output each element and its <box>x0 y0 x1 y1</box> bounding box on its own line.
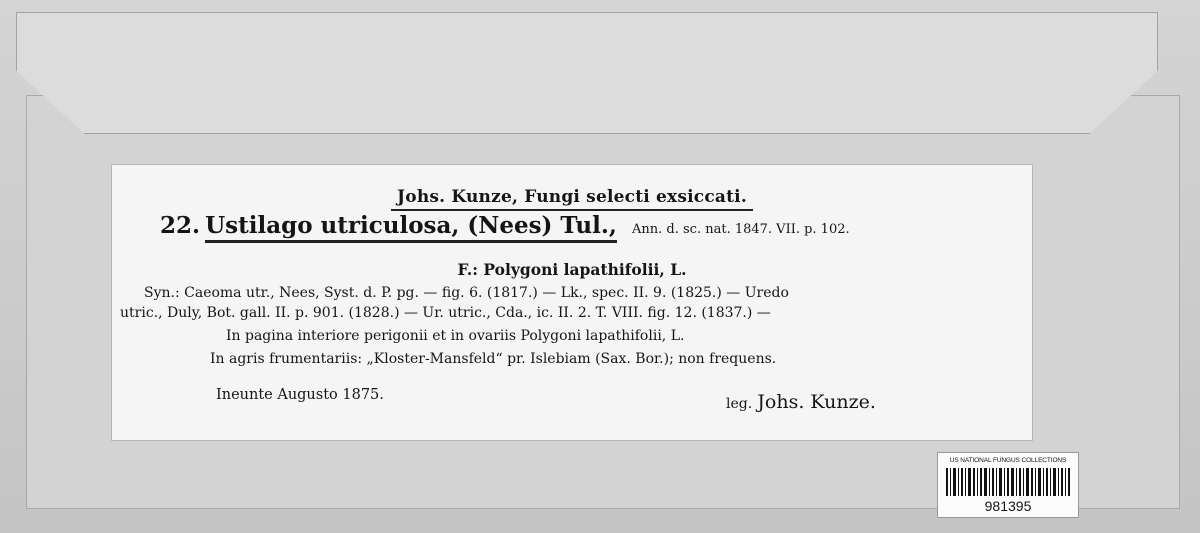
habitat-line-2: In agris frumentariis: „Kloster-Mansfeld“ pr. Islebiam (Sax. Bor.); non frequens. <box>210 351 777 367</box>
synonymy-line-1: Syn.: Caeoma utr., Nees, Syst. d. P. pg. — fig. 6. (1817.) — Lk., spec. II. 9. (1825.) — Uredo <box>144 285 789 301</box>
barcode-header: US NATIONAL FUNGUS COLLECTIONS <box>949 457 1067 464</box>
barcode-bars <box>946 468 1070 496</box>
collector-prefix: leg. <box>726 396 753 412</box>
habitat-line-1: In pagina interiore perigonii et in ovariis Polygoni lapathifolii, L. <box>226 328 685 344</box>
synonymy-line-2: utric., Duly, Bot. gall. II. p. 901. (1828.) — Ur. utric., Cda., ic. II. 2. T. VIII. fig. 12. (1837.) — <box>120 305 771 321</box>
title-row <box>160 212 850 239</box>
barcode-number: 981395 <box>984 498 1032 514</box>
host-plant: F.: Polygoni lapathifolii, L. <box>457 260 687 279</box>
envelope-flap <box>16 12 1158 134</box>
collection-date: Ineunte Augusto 1875. <box>216 387 384 403</box>
specimen-number: 22. <box>160 212 201 239</box>
barcode-label <box>937 452 1079 518</box>
collector-name: Johs. Kunze. <box>757 391 876 413</box>
species-citation: Ann. d. sc. nat. 1847. VII. p. 102. <box>632 222 850 237</box>
specimen-label <box>112 165 1032 440</box>
series-title: Johs. Kunze, Fungi selecti exsiccati. <box>391 187 753 211</box>
species-name: Ustilago utriculosa, (Nees) Tul., <box>205 212 617 243</box>
label-header <box>112 187 1032 207</box>
collector <box>726 391 876 413</box>
